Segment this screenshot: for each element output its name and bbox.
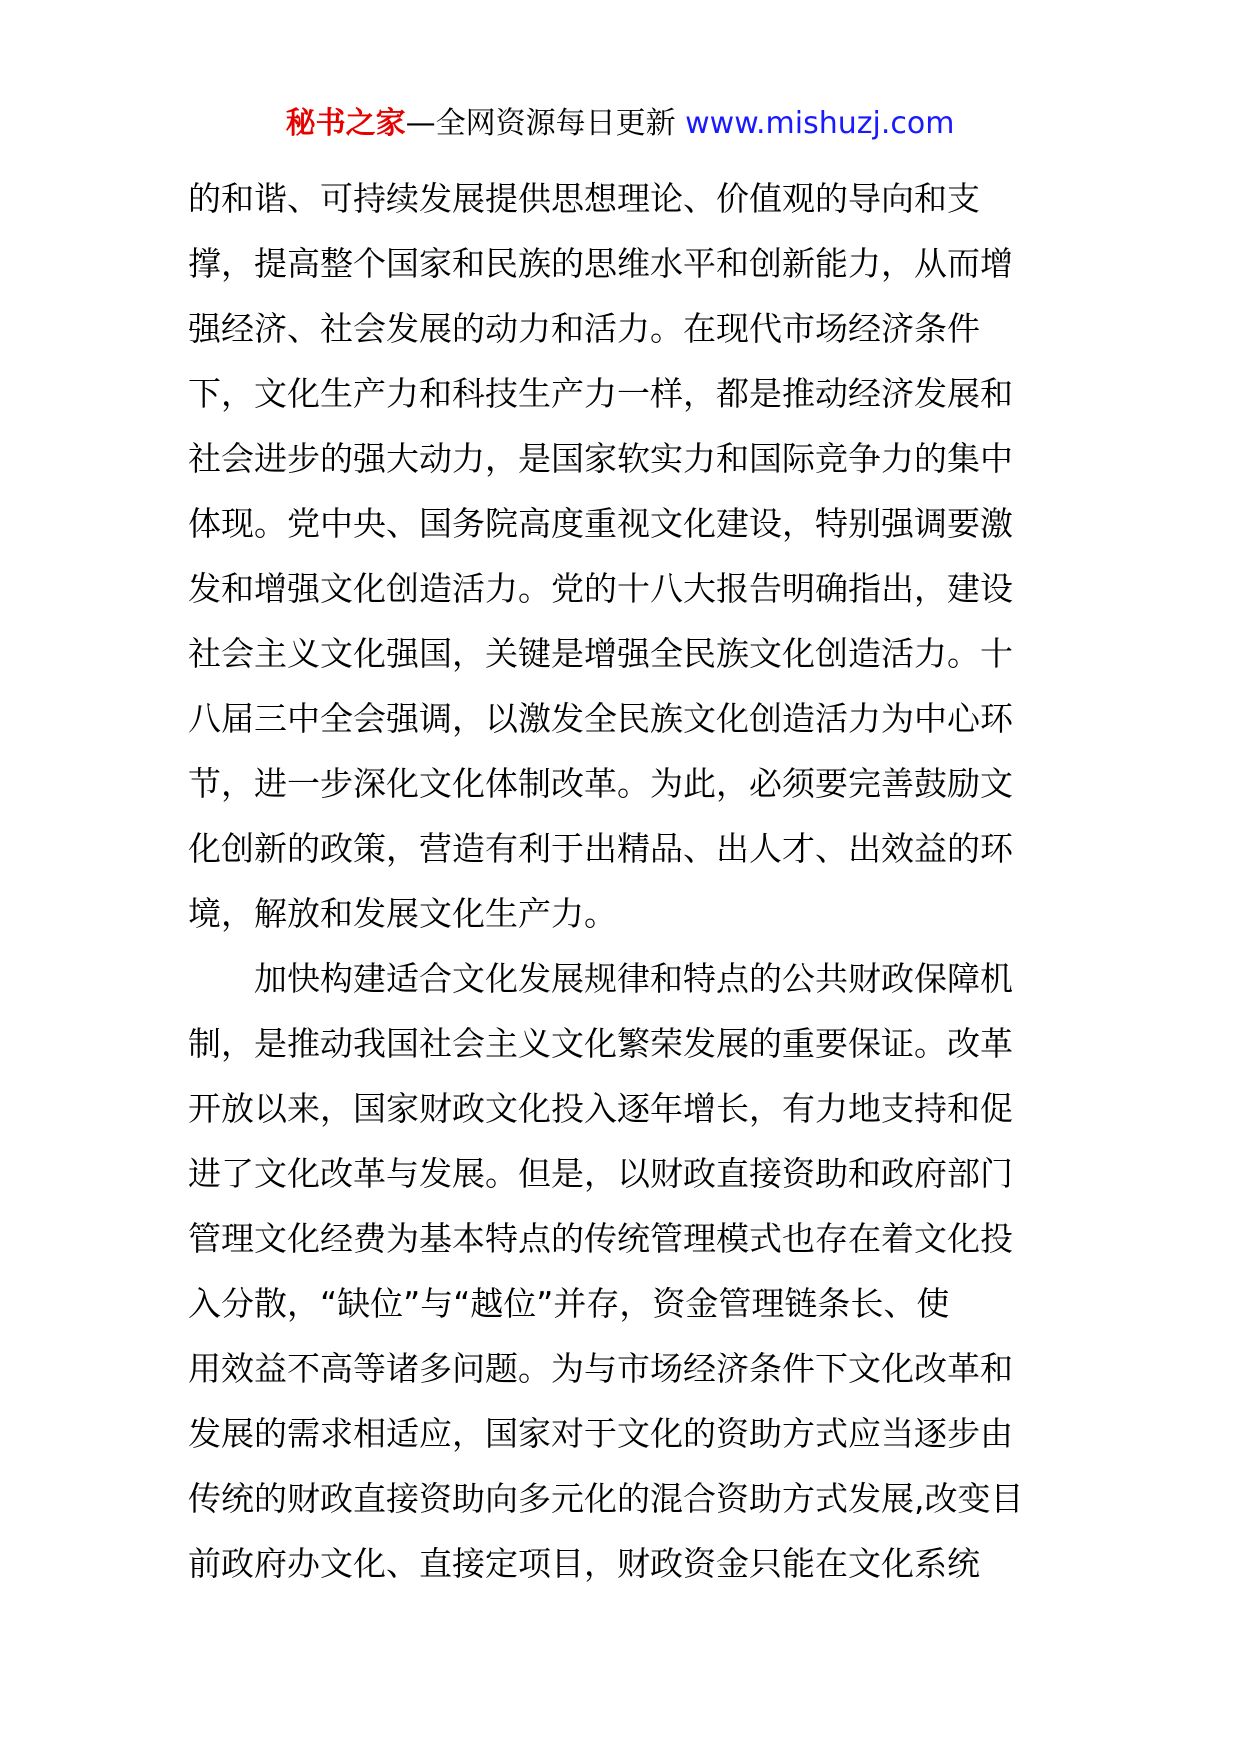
text-line: 节，进一步深化文化体制改革。为此，必须要完善鼓励文 [188,764,1013,803]
paragraph-1 [188,166,1033,946]
header-tagline: —全网资源每日更新 [405,106,686,141]
text-line: 管理文化经费为基本特点的传统管理模式也存在着文化投 [188,1219,1013,1258]
text-line: 撑，提高整个国家和民族的思维水平和创新能力，从而增 [188,244,1013,283]
page-header [0,102,1240,146]
document-body [188,166,1033,1596]
text-line: 入分散，“缺位”与“越位”并存，资金管理链条长、使 [188,1284,950,1323]
text-line: 传统的财政直接资助向多元化的混合资助方式发展,改变目 [188,1479,1024,1518]
text-line: 八届三中全会强调，以激发全民族文化创造活力为中心环 [188,699,1013,738]
text-line: 境，解放和发展文化生产力。 [188,894,617,933]
text-line: 用效益不高等诸多问题。为与市场经济条件下文化改革和 [188,1349,1013,1388]
website-url[interactable]: www.mishuzj.com [685,106,955,141]
text-line: 化创新的政策，营造有利于出精品、出人才、出效益的环 [188,829,1013,868]
text-line: 社会进步的强大动力，是国家软实力和国际竞争力的集中 [188,439,1013,478]
text-line: 开放以来，国家财政文化投入逐年增长，有力地支持和促 [188,1089,1013,1128]
paragraph-2 [188,946,1033,1596]
text-line: 发展的需求相适应，国家对于文化的资助方式应当逐步由 [188,1414,1013,1453]
text-line: 的和谐、可持续发展提供思想理论、价值观的导向和支 [188,179,980,218]
text-line: 制，是推动我国社会主义文化繁荣发展的重要保证。改革 [188,1024,1013,1063]
text-line: 强经济、社会发展的动力和活力。在现代市场经济条件 [188,309,980,348]
text-line: 发和增强文化创造活力。党的十八大报告明确指出，建设 [188,569,1013,608]
brand-name: 秘书之家 [285,106,406,141]
text-line: 下，文化生产力和科技生产力一样，都是推动经济发展和 [188,374,1013,413]
text-line: 前政府办文化、直接定项目，财政资金只能在文化系统 [188,1544,980,1583]
text-line: 体现。党中央、国务院高度重视文化建设，特别强调要激 [188,504,1013,543]
text-line: 加快构建适合文化发展规律和特点的公共财政保障机 [254,959,1013,998]
text-line: 进了文化改革与发展。但是，以财政直接资助和政府部门 [188,1154,1013,1193]
text-line: 社会主义文化强国，关键是增强全民族文化创造活力。十 [188,634,1013,673]
